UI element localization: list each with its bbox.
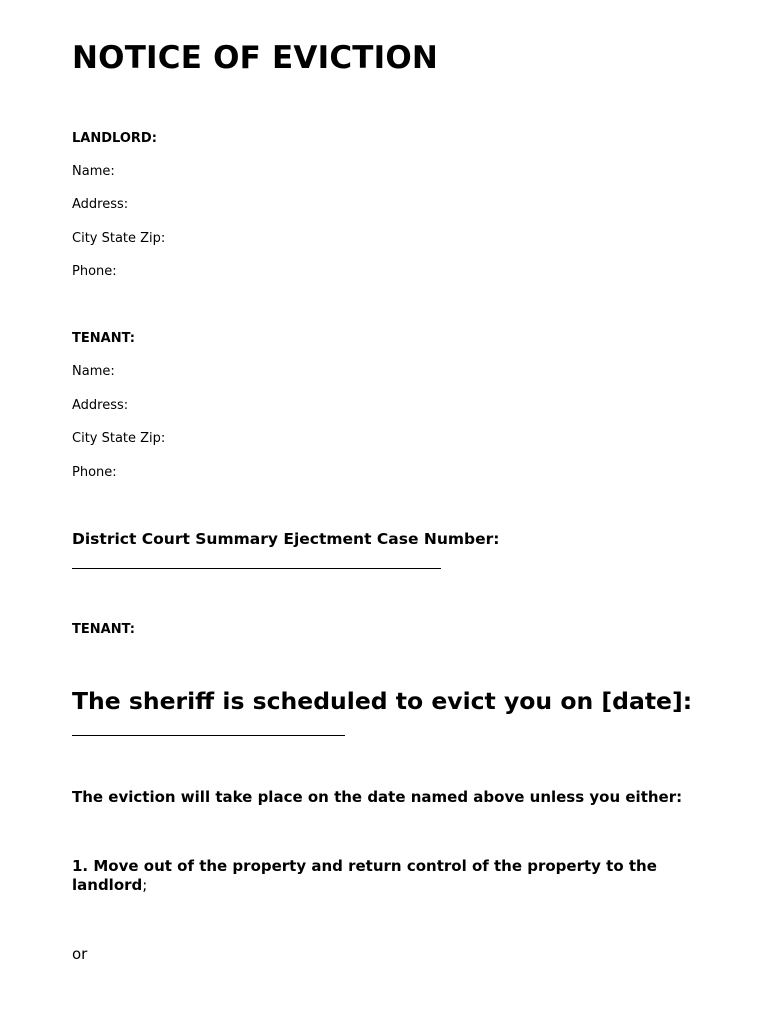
case-number-blank-line bbox=[72, 568, 441, 569]
tenant-second-heading: TENANT: bbox=[72, 622, 135, 637]
case-number-heading: District Court Summary Ejectment Case Number: bbox=[72, 530, 500, 548]
document-title: NOTICE OF EVICTION bbox=[72, 40, 439, 76]
tenant-address-label: Address: bbox=[72, 398, 129, 413]
landlord-address-label: Address: bbox=[72, 197, 129, 212]
option-1-text bbox=[72, 857, 692, 895]
sheriff-eviction-date-statement: The sheriff is scheduled to evict you on [date]: bbox=[72, 687, 693, 715]
tenant-city-state-zip-label: City State Zip: bbox=[72, 431, 166, 446]
landlord-phone-label: Phone: bbox=[72, 264, 117, 279]
option-1-tail: ; bbox=[142, 876, 148, 894]
tenant-phone-label: Phone: bbox=[72, 465, 117, 480]
landlord-heading: LANDLORD: bbox=[72, 131, 157, 146]
landlord-name-label: Name: bbox=[72, 164, 115, 179]
option-1-main: 1. Move out of the property and return control of the property to the landlord bbox=[72, 857, 657, 894]
or-text: or bbox=[72, 945, 88, 963]
tenant-heading: TENANT: bbox=[72, 331, 135, 346]
landlord-city-state-zip-label: City State Zip: bbox=[72, 231, 166, 246]
eviction-condition-text: The eviction will take place on the date named above unless you either: bbox=[72, 788, 683, 806]
tenant-name-label: Name: bbox=[72, 364, 115, 379]
eviction-date-blank-line bbox=[72, 735, 345, 736]
